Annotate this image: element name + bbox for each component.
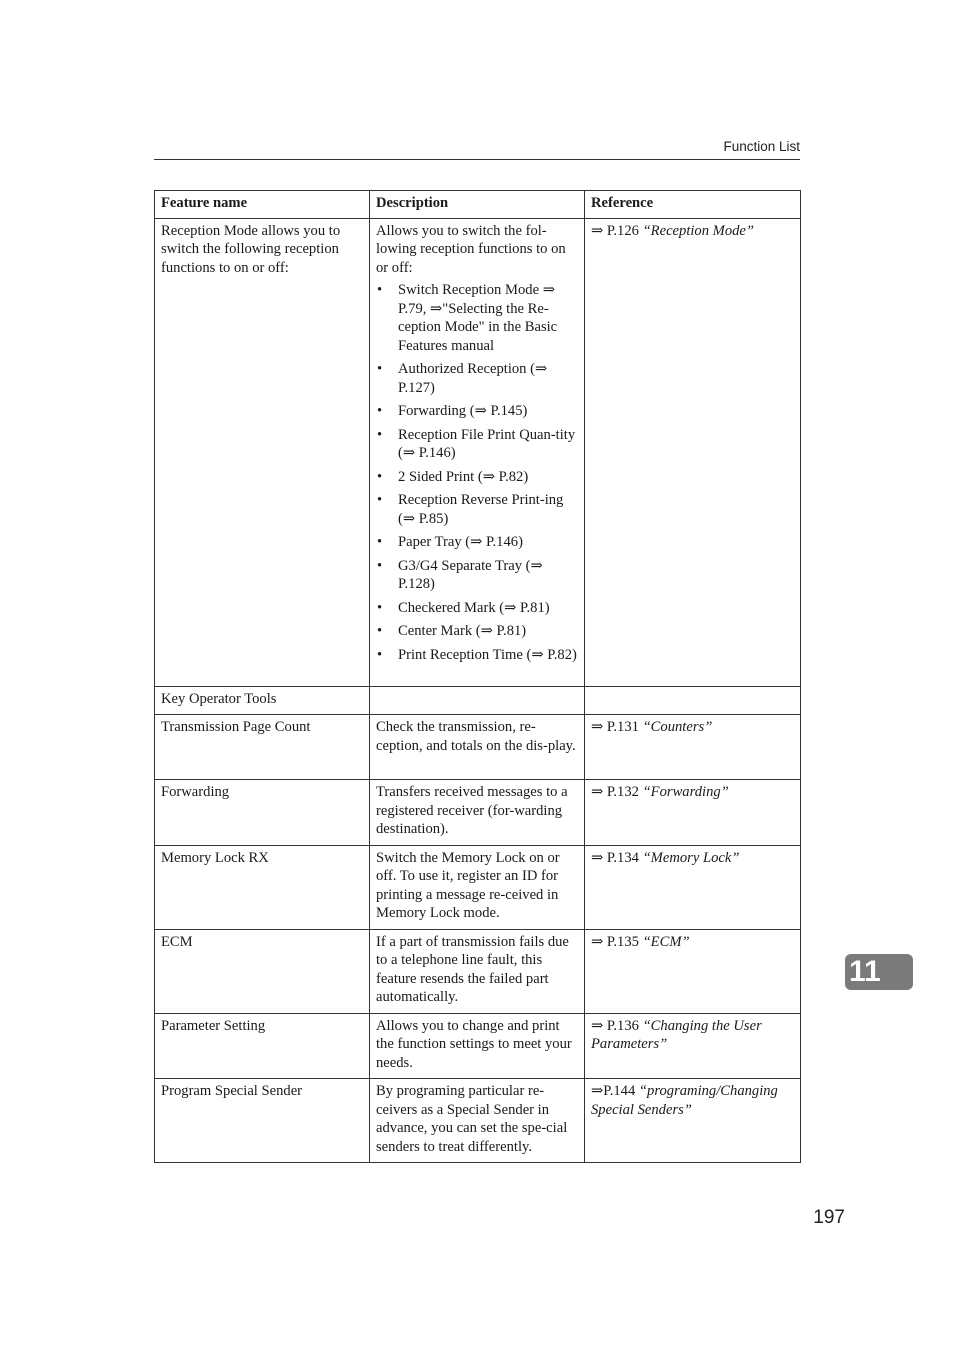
table-header-row — [155, 191, 801, 219]
reference-cell — [585, 715, 801, 780]
reference-page: ⇒P.144 — [591, 1083, 639, 1099]
description-cell: By programing particular re-ceivers as a Special Sender in advance, you can set the spe-cial senders to treat differently. — [370, 1079, 585, 1163]
description-cell: Transfers received messages to a registered receiver (for-warding destination). — [370, 780, 585, 846]
feature-cell: Transmission Page Count — [155, 715, 370, 780]
list-item: • Center Mark (⇒ P.81) — [376, 622, 579, 641]
table-row — [155, 780, 801, 846]
list-item: • Forwarding (⇒ P.145) — [376, 402, 579, 421]
reception-function-list — [376, 281, 579, 664]
list-item: • Switch Reception Mode ⇒ P.79, ⇒"Selecting the Re-ception Mode" in the Basic Features manual — [376, 281, 579, 355]
description-cell — [370, 218, 585, 686]
reference-cell — [585, 929, 801, 1013]
table-row — [155, 686, 801, 715]
reference-cell — [585, 1013, 801, 1079]
description-cell: Allows you to change and print the function settings to meet your needs. — [370, 1013, 585, 1079]
reference-title: “Changing the User Parameters” — [591, 1017, 762, 1052]
table-row — [155, 929, 801, 1013]
header-rule — [154, 159, 800, 160]
list-item: • Reception File Print Quan-tity (⇒ P.146) — [376, 426, 579, 463]
description-cell: If a part of transmission fails due to a telephone line fault, this feature resends the failed part automatically. — [370, 929, 585, 1013]
feature-cell: Memory Lock RX — [155, 845, 370, 929]
reference-title: “programing/Changing Special Senders” — [591, 1083, 778, 1118]
description-cell — [370, 686, 585, 715]
table-row — [155, 1079, 801, 1163]
column-header-description: Description — [370, 191, 585, 219]
list-item: • 2 Sided Print (⇒ P.82) — [376, 468, 579, 487]
list-item: • Paper Tray (⇒ P.146) — [376, 533, 579, 552]
list-item: • Print Reception Time (⇒ P.82) — [376, 646, 579, 665]
page-number: 197 — [813, 1207, 845, 1228]
reference-cell — [585, 845, 801, 929]
feature-cell: Key Operator Tools — [155, 686, 370, 715]
reference-title: “ECM” — [642, 933, 690, 950]
description-text: Allows you to switch the fol-lowing reception functions to on or off: — [376, 222, 566, 276]
reference-cell — [585, 686, 801, 715]
feature-cell: Program Special Sender — [155, 1079, 370, 1163]
list-item: • Authorized Reception (⇒ P.127) — [376, 360, 579, 397]
table-row — [155, 218, 801, 686]
table-row — [155, 1013, 801, 1079]
reference-title: “Counters” — [642, 719, 713, 735]
reference-page: ⇒ P.126 — [591, 222, 643, 239]
list-item: • G3/G4 Separate Tray (⇒ P.128) — [376, 557, 579, 594]
reference-page: ⇒ P.131 — [591, 719, 643, 735]
reference-cell — [585, 780, 801, 846]
reference-cell — [585, 218, 801, 686]
description-cell: Check the transmission, re-ception, and totals on the dis-play. — [370, 715, 585, 780]
reference-title: “Reception Mode” — [642, 222, 755, 239]
list-item: • Checkered Mark (⇒ P.81) — [376, 599, 579, 618]
column-header-feature: Feature name — [155, 191, 370, 219]
running-header: Function List — [723, 139, 800, 154]
reference-page: ⇒ P.136 — [591, 1017, 643, 1034]
reference-title: “Forwarding” — [642, 784, 729, 800]
list-item: • Reception Reverse Print-ing (⇒ P.85) — [376, 491, 579, 528]
table-row — [155, 715, 801, 780]
reference-page: ⇒ P.135 — [591, 933, 643, 950]
function-list-table — [154, 190, 801, 1163]
chapter-tab: 11 — [845, 954, 913, 990]
feature-cell: Parameter Setting — [155, 1013, 370, 1079]
column-header-reference: Reference — [585, 191, 801, 219]
feature-cell: ECM — [155, 929, 370, 1013]
reference-cell — [585, 1079, 801, 1163]
reference-page: ⇒ P.132 — [591, 784, 643, 800]
description-cell: Switch the Memory Lock on or off. To use it, register an ID for printing a message re-ceived in Memory Lock mode. — [370, 845, 585, 929]
feature-cell: Reception Mode allows you to switch the following reception functions to on or off: — [155, 218, 370, 686]
feature-cell: Forwarding — [155, 780, 370, 846]
table-row — [155, 845, 801, 929]
reference-page: ⇒ P.134 — [591, 849, 643, 866]
reference-title: “Memory Lock” — [642, 849, 740, 866]
